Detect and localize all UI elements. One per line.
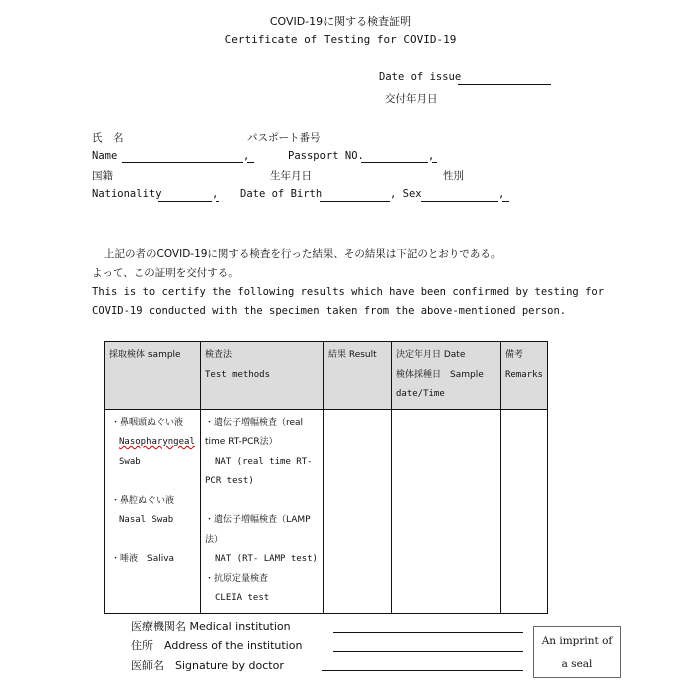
body-text-en-2: COVID-19 conducted with the specimen taken from the above-mentioned person. bbox=[92, 305, 567, 317]
nationality-label-en: Nationality bbox=[92, 188, 162, 200]
passport-field[interactable] bbox=[361, 162, 428, 163]
header-sample-label: 採取検体 sample bbox=[109, 350, 181, 360]
name-comma: , bbox=[243, 150, 250, 162]
method-cell bbox=[201, 409, 324, 613]
name-label-en: Name bbox=[92, 150, 118, 162]
remarks-cell[interactable] bbox=[501, 409, 548, 613]
passport-field-tail bbox=[432, 162, 437, 163]
header-method-en: Test methods bbox=[205, 369, 271, 380]
header-date-3: date/Time bbox=[396, 389, 445, 399]
sample-saliva: ・唾液 Saliva bbox=[111, 554, 175, 564]
method-lamp-jp: ・遺伝子増幅検査（LAMP bbox=[205, 515, 311, 525]
header-sample bbox=[105, 342, 201, 410]
nationality-field[interactable] bbox=[158, 201, 212, 202]
method-pcr-en: NAT (real time RT- bbox=[215, 456, 313, 467]
name-field[interactable] bbox=[122, 162, 243, 163]
institution-field[interactable] bbox=[333, 632, 523, 633]
header-result-label: 結果 Result bbox=[328, 350, 377, 360]
header-date-1: 決定年月日 Date bbox=[396, 350, 466, 360]
header-result bbox=[324, 342, 392, 410]
name-field-tail bbox=[247, 162, 254, 163]
method-lamp-jp-cont: 法） bbox=[205, 534, 224, 545]
signature-field[interactable] bbox=[322, 670, 523, 671]
institution-label: 医療機関名 Medical institution bbox=[131, 620, 291, 633]
date-of-issue-label-jp: 交付年月日 bbox=[385, 93, 438, 105]
sex-field[interactable] bbox=[421, 201, 498, 202]
method-pcr-en-cont: PCR test) bbox=[205, 476, 254, 486]
address-label: 住所 Address of the institution bbox=[131, 639, 303, 652]
body-text-jp-2: よって、この証明を交付する。 bbox=[92, 267, 239, 279]
sex-label-jp: 性別 bbox=[443, 170, 464, 182]
dob-label-jp: 生年月日 bbox=[270, 170, 312, 182]
nationality-field-tail bbox=[216, 201, 219, 202]
dob-field[interactable] bbox=[320, 201, 390, 202]
spacer bbox=[111, 531, 196, 551]
sample-nasopharyngeal-en-text: Nasopharyngeal bbox=[119, 437, 195, 447]
header-date-2: 検体採種日 Sample bbox=[396, 369, 484, 380]
signature-label: 医師名 Signature by doctor bbox=[131, 659, 284, 672]
sex-field-tail bbox=[502, 201, 509, 202]
passport-comma: , bbox=[428, 150, 435, 162]
date-of-issue-field[interactable] bbox=[458, 84, 551, 85]
method-lamp-en: NAT (RT- LAMP test) bbox=[215, 554, 318, 564]
header-method-jp: 検査法 bbox=[205, 350, 233, 360]
method-antigen-en: CLEIA test bbox=[215, 593, 270, 603]
sex-label-en: , Sex bbox=[390, 188, 422, 200]
result-cell[interactable] bbox=[324, 409, 392, 613]
sample-swab-en: Swab bbox=[119, 456, 141, 467]
test-results-table bbox=[104, 341, 548, 614]
nationality-label-jp: 国籍 bbox=[92, 170, 113, 182]
seal-text-2: a seal bbox=[561, 658, 593, 670]
nationality-comma: , bbox=[212, 188, 219, 200]
header-method bbox=[201, 342, 324, 410]
seal-box bbox=[533, 626, 621, 678]
spacer bbox=[205, 492, 319, 512]
passport-label-en: Passport NO. bbox=[288, 150, 364, 162]
name-label-jp: 氏 名 bbox=[92, 132, 124, 144]
header-remarks-jp: 備考 bbox=[505, 350, 524, 360]
sample-cell bbox=[105, 409, 201, 613]
sample-nasal-jp: ・鼻腔ぬぐい液 bbox=[111, 495, 175, 506]
dob-label-en: Date of Birth bbox=[240, 188, 323, 200]
method-pcr-jp-cont: time RT-PCR法） bbox=[205, 437, 278, 447]
method-antigen-jp: ・抗原定量検査 bbox=[205, 573, 269, 584]
sex-comma: , bbox=[498, 188, 505, 200]
date-cell[interactable] bbox=[392, 409, 501, 613]
date-of-issue-label: Date of issue bbox=[379, 71, 462, 83]
address-field[interactable] bbox=[333, 651, 523, 652]
passport-label-jp: パスポート番号 bbox=[247, 132, 321, 144]
header-remarks-en: Remarks bbox=[505, 369, 543, 380]
table-header-row bbox=[105, 342, 548, 410]
seal-text-1: An imprint of bbox=[541, 635, 613, 647]
sample-nasopharyngeal-en bbox=[111, 433, 196, 453]
sample-nasal-en: Nasal Swab bbox=[119, 515, 174, 525]
table-body-row bbox=[105, 409, 548, 613]
header-remarks bbox=[501, 342, 548, 410]
body-text-jp-1: 上記の者のCOVID-19に関する検査を行った結果、その結果は下記のとおりである。 bbox=[104, 248, 502, 260]
certificate-title-en: Certificate of Testing for COVID-19 bbox=[224, 33, 457, 46]
spacer bbox=[111, 472, 196, 492]
body-text-en-1: This is to certify the following results which have been confirmed by testing for bbox=[92, 286, 605, 298]
certificate-title-jp: COVID-19に関する検査証明 bbox=[269, 15, 412, 28]
header-date bbox=[392, 342, 501, 410]
method-pcr-jp: ・遺伝子増幅検査（real bbox=[205, 417, 304, 428]
sample-nasopharyngeal-jp: ・鼻咽頭ぬぐい液 bbox=[111, 417, 184, 428]
